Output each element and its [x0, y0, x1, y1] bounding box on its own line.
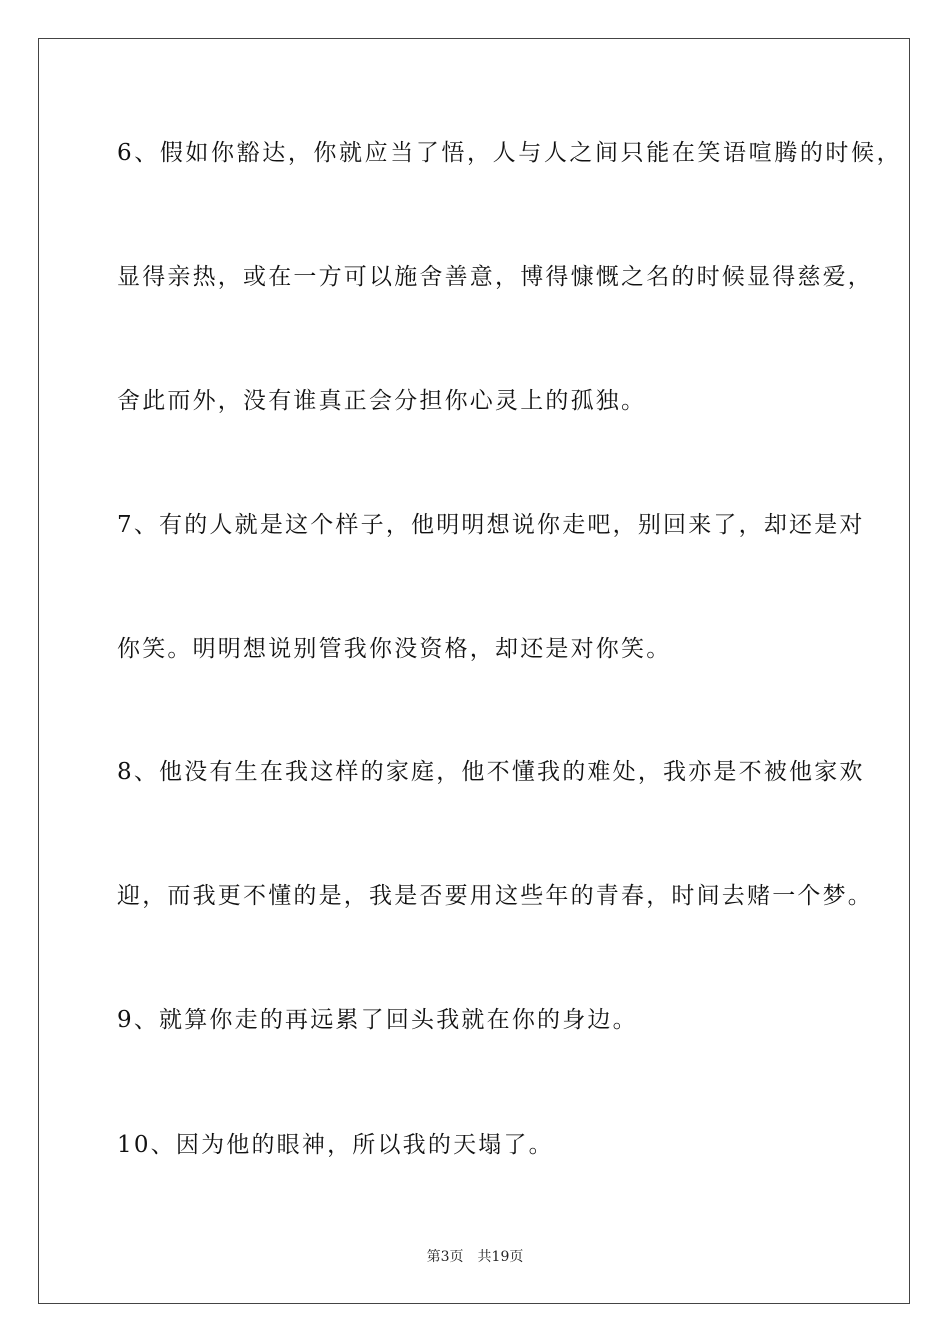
page-number: 第3页: [426, 1249, 464, 1265]
paragraph-line: 8、他没有生在我这样的家庭，他不懂我的难处，我亦是不被他家欢: [117, 759, 865, 785]
paragraph-line: 你笑。明明想说别管我你没资格，却还是对你笑。: [117, 636, 672, 662]
paragraph-line: 6、假如你豁达，你就应当了悟，人与人之间只能在笑语喧腾的时候，: [117, 140, 903, 166]
paragraph-line: 7、有的人就是这个样子，他明明想说你走吧，别回来了，却还是对: [117, 512, 865, 538]
paragraph-line: 显得亲热，或在一方可以施舍善意，博得慷慨之名的时候显得慈爱，: [117, 264, 873, 290]
paragraph-line: 10、因为他的眼神，所以我的天塌了。: [117, 1132, 554, 1158]
paragraph-line: 迎，而我更不懂的是，我是否要用这些年的青春，时间去赌一个梦。: [117, 883, 873, 909]
paragraph-line: 舍此而外，没有谁真正会分担你心灵上的孤独。: [117, 388, 647, 414]
paragraph-line: 9、就算你走的再远累了回头我就在你的身边。: [117, 1007, 638, 1033]
page-total: 共19页: [477, 1249, 524, 1265]
page-footer: [0, 1248, 950, 1266]
page-border: [38, 38, 910, 1304]
